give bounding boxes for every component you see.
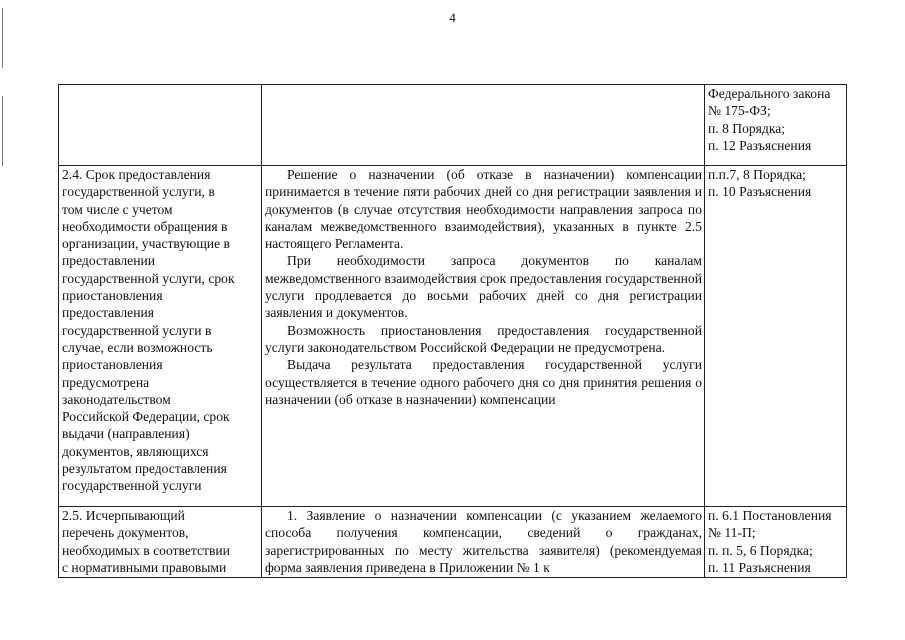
requirement-line: выдачи (направления)	[62, 426, 190, 442]
requirement-line: государственной услуги, в	[62, 184, 215, 200]
reference-line: п. п. 5, 6 Порядка;	[708, 542, 813, 558]
table-row	[59, 507, 847, 578]
reference-line: п. 12 Разъяснения	[708, 137, 812, 153]
requirement-line: Российской Федерации, срок	[62, 409, 230, 425]
requirement-line: государственной услуги в	[62, 322, 212, 338]
scan-margin-mark	[2, 8, 3, 68]
regulation-table	[58, 84, 847, 578]
requirement-line: предоставления	[62, 305, 155, 321]
content-paragraph: Возможность приостановления предоставления государственной услуги законодательством Российской Федерации не предусмотрена.	[265, 322, 702, 355]
requirement-line: предусмотрена	[62, 374, 150, 390]
reference-line: п. 10 Разъяснения	[708, 184, 812, 200]
reference-line: № 175-ФЗ;	[708, 103, 771, 119]
scan-margin-mark	[2, 96, 3, 166]
requirement-line: приостановления	[62, 288, 163, 304]
requirement-line: приостановления	[62, 357, 163, 373]
reference-cell	[705, 507, 847, 578]
reference-line: № 11-П;	[708, 525, 756, 541]
table-row	[59, 85, 847, 166]
requirement-line: том числе с учетом	[62, 201, 173, 217]
requirement-line: документов, являющихся	[62, 443, 209, 459]
content-paragraph: При необходимости запроса документов по каналам межведомственного взаимодействия срок предоставления государственной услуги продлевается до восьми рабочих дней со дня регистрации заявления и документов.	[265, 253, 702, 321]
requirement-line: перечень документов,	[62, 525, 189, 541]
requirement-line: предоставлении	[62, 253, 156, 269]
requirement-line: государственной услуги	[62, 478, 202, 494]
requirement-line: случае, если возможность	[62, 339, 213, 355]
requirement-line: необходимости обращения в	[62, 218, 228, 234]
reference-cell	[705, 166, 847, 507]
page-number: 4	[449, 10, 456, 25]
content-paragraph: Выдача результата предоставления государственной услуги осуществляется в течение одного рабочего дня со дня принятия решения о назначении (об отказе в назначении) компенсации	[265, 357, 702, 407]
requirement-cell	[59, 85, 262, 166]
reference-line: п. 6.1 Постановления	[708, 508, 832, 523]
reference-line: п. 11 Разъяснения	[708, 559, 811, 575]
reference-cell	[705, 85, 847, 166]
content-cell	[262, 85, 705, 166]
content-cell	[262, 507, 705, 578]
reference-line: п.п.7, 8 Порядка;	[708, 167, 806, 182]
requirement-line: государственной услуги, срок	[62, 270, 235, 286]
content-paragraph: Решение о назначении (об отказе в назначении) компенсации принимается в течение пяти рабочих дней со дня регистрации заявления и документов (в случае отсутствия необходимости направления запроса по каналам межведомственного взаимодействия), указанных в пункте 2.5 настоящего Регламента.	[265, 167, 702, 252]
table-row	[59, 166, 847, 507]
requirement-line: необходимых в соответствии	[62, 542, 230, 558]
requirement-line: с нормативными правовыми	[62, 559, 227, 575]
reference-line: Федерального закона	[708, 86, 831, 101]
requirement-line: организации, участвующие в	[62, 236, 230, 252]
requirement-line: 2.4. Срок предоставления	[62, 167, 211, 182]
content-cell	[262, 166, 705, 507]
requirement-cell	[59, 507, 262, 578]
content-paragraph: 1. Заявление о назначении компенсации (с указанием желаемого способа получения компенсации, сведений о гражданах, зарегистрированных по месту жительства заявителя) (рекомендуемая форма заявления приведена в Приложении № 1 к	[265, 508, 702, 575]
requirement-line: 2.5. Исчерпывающий	[62, 508, 185, 523]
requirement-line: законодательством	[62, 391, 171, 407]
reference-line: п. 8 Порядка;	[708, 120, 786, 136]
requirement-line: результатом предоставления	[62, 461, 227, 477]
requirement-cell	[59, 166, 262, 507]
